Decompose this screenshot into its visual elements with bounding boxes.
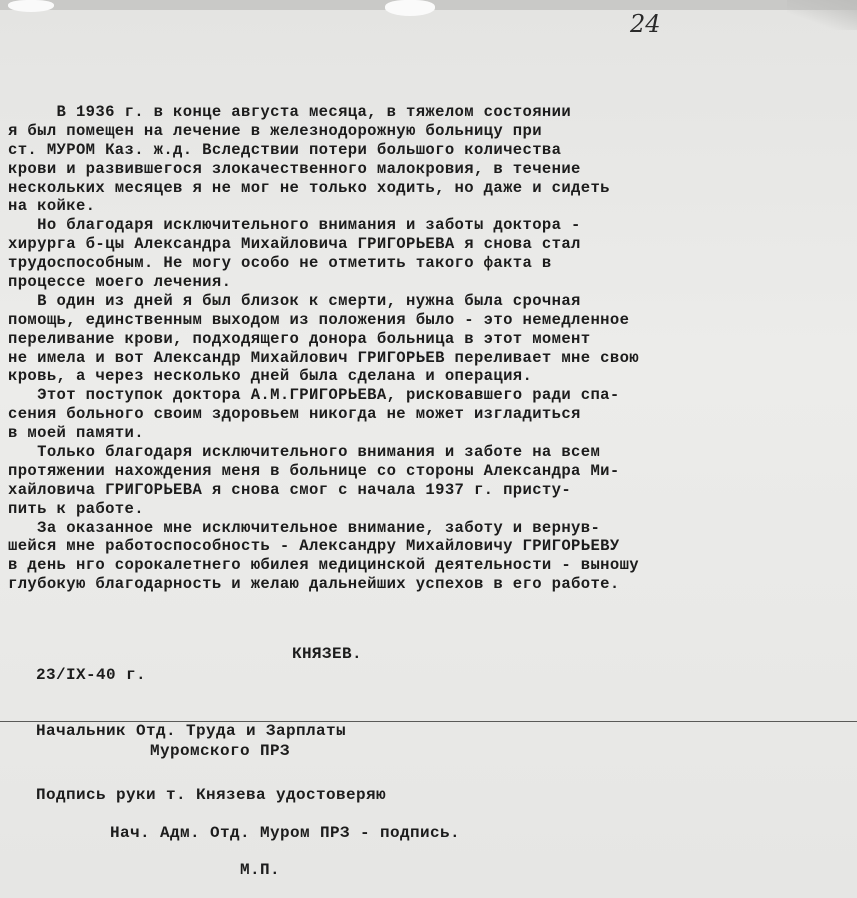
body-line: помощь, единственным выходом из положения было - это немедленное <box>8 310 630 329</box>
body-line: крови и развившегося злокачественного малокровия, в течение <box>8 159 581 178</box>
seal-place-mark: М.П. <box>240 861 281 879</box>
page-number: 24 <box>630 10 661 38</box>
body-line: ст. МУРОМ Каз. ж.д. Вследствии потери большого количества <box>8 140 562 159</box>
body-line: За оказанное мне исключительное внимание, заботу и вернув- <box>8 518 601 537</box>
paper-corner-shadow <box>787 0 857 30</box>
body-line: глубокую благодарность и желаю дальнейших успехов в его работе. <box>8 575 620 594</box>
body-line: протяжении нахождения меня в больнице со стороны Александра Ми- <box>8 461 620 480</box>
body-line: хирурга б-цы Александра Михайловича ГРИГОРЬЕВА я снова стал <box>8 235 581 254</box>
body-line: Только благодаря исключительного внимания и заботе на всем <box>8 443 601 462</box>
body-line: В 1936 г. в конце августа месяца, в тяжелом состоянии <box>8 103 572 121</box>
body-line: В один из дней я был близок к смерти, нужна была срочная <box>8 291 581 310</box>
body-line: сения больного своим здоровьем никогда не может изгладиться <box>8 405 581 424</box>
body-line: Но благодаря исключительного внимания и заботы доктора - <box>8 216 581 235</box>
body-line: переливание крови, подходящего донора больница в этот момент <box>8 329 591 348</box>
body-line: нескольких месяцев я не мог не только ходить, но даже и сидеть <box>8 178 610 197</box>
body-line: я был помещен на лечение в железнодорожную больницу при <box>8 121 542 140</box>
body-line: процессе моего лечения. <box>8 273 232 292</box>
chief-title-line-1: Начальник Отд. Труда и Зарплаты <box>36 722 347 740</box>
body-line: Этот поступок доктора А.М.ГРИГОРЬЕВА, рисковавшего ради спа- <box>8 386 620 405</box>
body-line: трудоспособным. Не могу особо не отметить такого факта в <box>8 254 552 273</box>
admin-signature-line: Нач. Адм. Отд. Муром ПРЗ - подпись. <box>110 824 461 842</box>
chief-title-line-2: Муромского ПРЗ <box>150 742 291 760</box>
body-line: не имела и вот Александр Михайлович ГРИГОРЬЕВ переливает мне свою <box>8 348 640 367</box>
body-line: на койке. <box>8 197 96 216</box>
body-line: кровь, а через несколько дней была сделана и операция. <box>8 367 533 386</box>
signature: КНЯЗЕВ. <box>292 645 363 663</box>
letter-body <box>8 103 853 594</box>
body-line: в день нго сорокалетнего юбилея медицинской деятельности - выношу <box>8 556 640 575</box>
body-line: шейся мне работоспособность - Александру Михайловичу ГРИГОРЬЕВУ <box>8 537 620 556</box>
paper-tear <box>385 0 435 16</box>
letter-date: 23/IX-40 г. <box>36 666 147 684</box>
signature-certification: Подпись руки т. Князева удостоверяю <box>36 786 387 804</box>
body-line: в моей памяти. <box>8 424 144 443</box>
body-line: пить к работе. <box>8 499 144 518</box>
paper-tear <box>8 0 54 12</box>
body-line: хайловича ГРИГОРЬЕВА я снова смог с начала 1937 г. присту- <box>8 480 572 499</box>
